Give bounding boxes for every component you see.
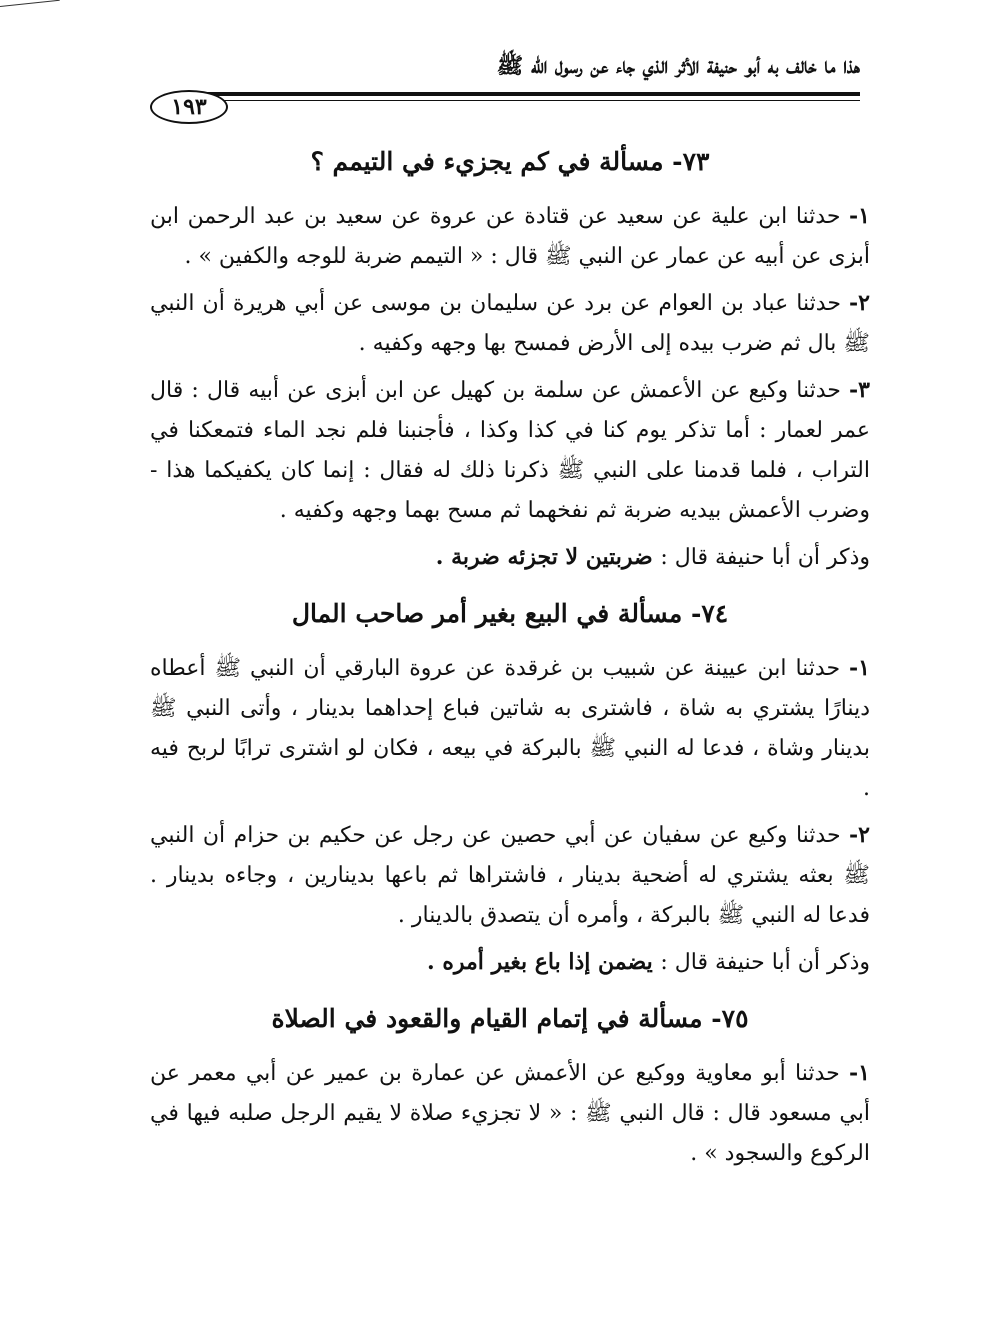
note-text: ضربتين لا تجزئه ضربة . — [435, 544, 661, 570]
section-heading: ٧٣- مسألة في كم يجزيء في التيمم ؟ — [310, 147, 710, 176]
note-prefix: وذكر أن أبا حنيفة قال : — [660, 545, 870, 570]
hadith-number: ١- — [849, 1060, 870, 1086]
hadith-text: حدثنا أبو معاوية ووكيع عن الأعمش عن عمارة بن عمير عن أبي معمر عن أبي مسعود قال : قال النبي ﷺ : « لا تجزيء صلاة لا يقيم الرجل صلبه فيها في الركوع والسجود » . — [150, 1061, 870, 1166]
hadith-text: حدثنا وكيع عن سفيان عن أبي حصين عن رجل عن حكيم بن حزام أن النبي ﷺ بعثه يشتري له أضحية بدينار ، فاشتراها ثم باعها بدينارين ، وجاءه بدينار . فدعا له النبي ﷺ بالبركة ، وأمره أن يتصدق بالدينار . — [150, 823, 870, 928]
hadith-number: ١- — [849, 203, 870, 229]
abu-hanifa-note — [150, 537, 870, 578]
page-body — [150, 140, 870, 1180]
running-title: هذا ما خالف به أبو حنيفة الأثر الذي جاء عن رسول الله ﷺ — [496, 53, 860, 79]
header-rule-thick — [195, 92, 860, 96]
hadith-text: حدثنا عباد بن العوام عن برد عن سليمان بن موسى عن أبي هريرة أن النبي ﷺ بال ثم ضرب بيده إلى الأرض فمسح بها وجهه وكفيه . — [150, 291, 870, 356]
section-heading: ٧٥- مسألة في إتمام القيام والقعود في الصلاة — [271, 1004, 749, 1033]
header-rule-thin — [205, 100, 860, 101]
page-header — [150, 48, 860, 138]
hadith-number: ٢- — [849, 822, 870, 848]
scan-edge-line — [0, 0, 60, 7]
section-75 — [150, 997, 870, 1174]
hadith-text: حدثنا وكيع عن الأعمش عن سلمة بن كهيل عن ابن أبزى عن أبيه قال : قال عمر لعمار : أما تذكر يوم كنا في كذا وكذا ، فأجنبنا فلم نجد الماء فتمعكنا في التراب ، فلما قدمنا على النبي ﷺ ذكرنا ذلك له فقال : إنما كان يكفيكما هذا - وضرب الأعمش بيديه ضربة ثم نفخهما ثم مسح بهما وجهه وكفيه . — [150, 378, 870, 523]
note-text: يضمن إذا باع بغير أمره . — [427, 949, 661, 975]
hadith-number: ٣- — [849, 377, 870, 403]
hadith-text: حدثنا ابن عيينة عن شبيب بن غرقدة عن عروة البارقي أن النبي ﷺ أعطاه دينارًا يشتري به شاة ، فاشترى به شاتين فباع إحداهما بدينار ، وأتى النبي ﷺ بدينار وشاة ، فدعا له النبي ﷺ بالبركة في بيعه ، فكان لو اشترى ترابًا لربح فيه . — [150, 656, 870, 801]
hadith-paragraph — [150, 283, 870, 364]
section-heading: ٧٤- مسألة في البيع بغير أمر صاحب المال — [291, 599, 729, 628]
hadith-paragraph — [150, 815, 870, 936]
hadith-number: ١- — [849, 655, 870, 681]
hadith-paragraph — [150, 196, 870, 277]
abu-hanifa-note — [150, 942, 870, 983]
section-73 — [150, 140, 870, 578]
hadith-text: حدثنا ابن علية عن سعيد عن قتادة عن عروة عن سعيد بن عبد الرحمن ابن أبزى عن أبيه عن عمار عن النبي ﷺ قال : « التيمم ضربة للوجه والكفين » . — [150, 204, 870, 269]
hadith-paragraph — [150, 370, 870, 531]
page-number: ١٩٣ — [150, 90, 228, 124]
hadith-paragraph — [150, 648, 870, 809]
hadith-number: ٢- — [849, 290, 870, 316]
section-74 — [150, 592, 870, 983]
hadith-paragraph — [150, 1053, 870, 1174]
note-prefix: وذكر أن أبا حنيفة قال : — [660, 950, 870, 975]
